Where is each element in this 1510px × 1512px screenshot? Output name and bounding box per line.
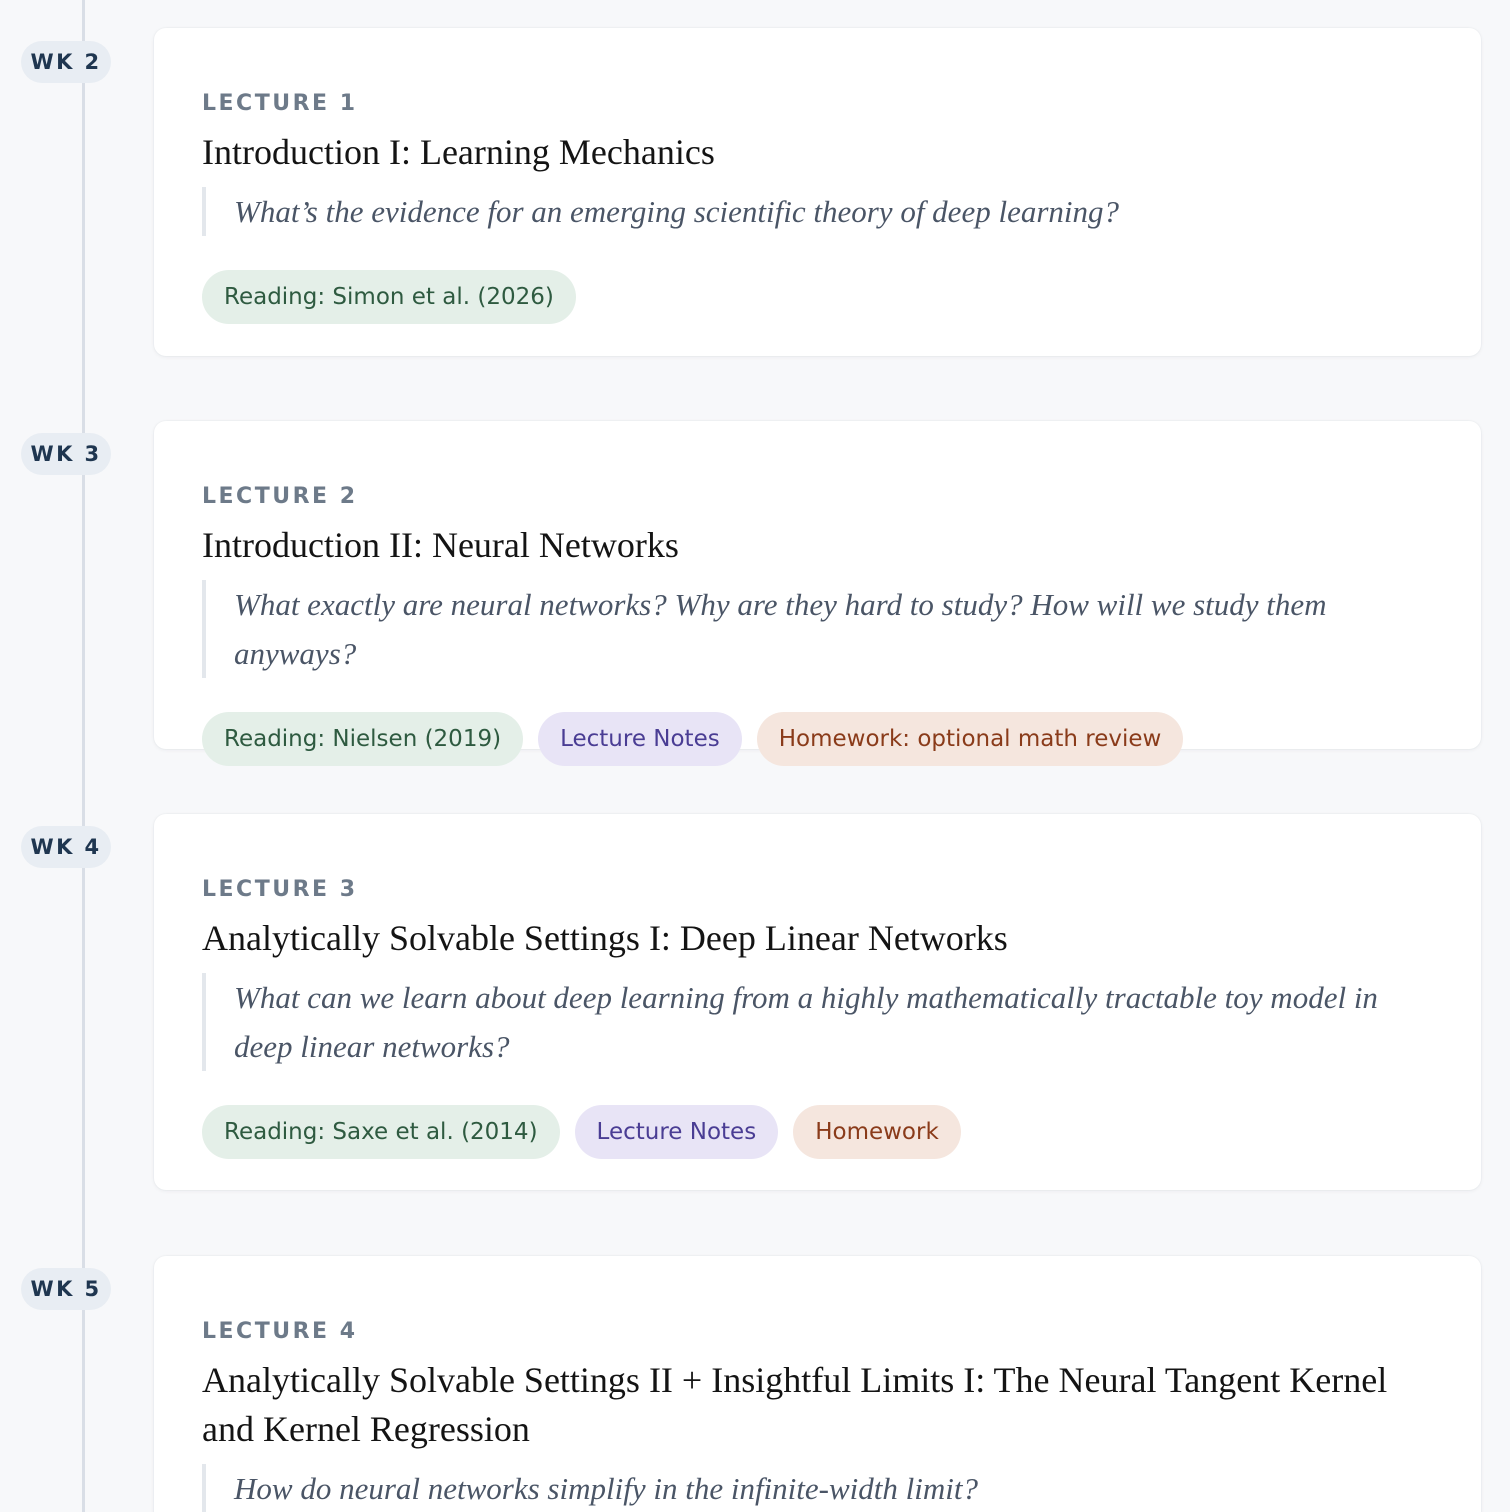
tag-list	[202, 712, 1433, 766]
lecture-title: Analytically Solvable Settings II + Insightful Limits I: The Neural Tangent Kernel and Kernel Regression	[202, 1360, 1388, 1449]
lecture-question: What’s the evidence for an emerging scientific theory of deep learning?	[202, 187, 1433, 236]
lecture-title: Introduction I: Learning Mechanics	[202, 132, 715, 172]
lecture-notes-link[interactable]: Lecture Notes	[538, 712, 742, 766]
lecture-question: How do neural networks simplify in the infinite-width limit?	[202, 1464, 1433, 1512]
week-badge: WK 4	[21, 826, 111, 868]
reading-link[interactable]: Reading: Nielsen (2019)	[202, 712, 523, 766]
homework-link[interactable]: Homework: optional math review	[757, 712, 1184, 766]
lecture-number: LECTURE 4	[202, 1319, 358, 1344]
homework-link[interactable]: Homework	[793, 1105, 961, 1159]
lecture-card	[154, 28, 1481, 356]
lecture-question: What can we learn about deep learning from a highly mathematically tractable toy model in deep linear networks?	[202, 973, 1433, 1071]
lecture-number: LECTURE 3	[202, 877, 358, 902]
lecture-notes-link[interactable]: Lecture Notes	[575, 1105, 779, 1159]
lecture-question: What exactly are neural networks? Why are they hard to study? How will we study them anyways?	[202, 580, 1433, 678]
lecture-number: LECTURE 2	[202, 484, 358, 509]
lecture-card	[154, 1256, 1481, 1512]
tag-list	[202, 270, 1433, 324]
reading-link[interactable]: Reading: Simon et al. (2026)	[202, 270, 576, 324]
lecture-card	[154, 814, 1481, 1190]
week-badge: WK 5	[21, 1268, 111, 1310]
week-badge: WK 2	[21, 41, 111, 83]
lecture-card	[154, 421, 1481, 752]
lecture-number: LECTURE 1	[202, 91, 358, 116]
lecture-title: Analytically Solvable Settings I: Deep Linear Networks	[202, 918, 1008, 958]
reading-link[interactable]: Reading: Saxe et al. (2014)	[202, 1105, 560, 1159]
week-badge: WK 3	[21, 433, 111, 475]
lecture-title: Introduction II: Neural Networks	[202, 525, 679, 565]
tag-list	[202, 1105, 1433, 1159]
